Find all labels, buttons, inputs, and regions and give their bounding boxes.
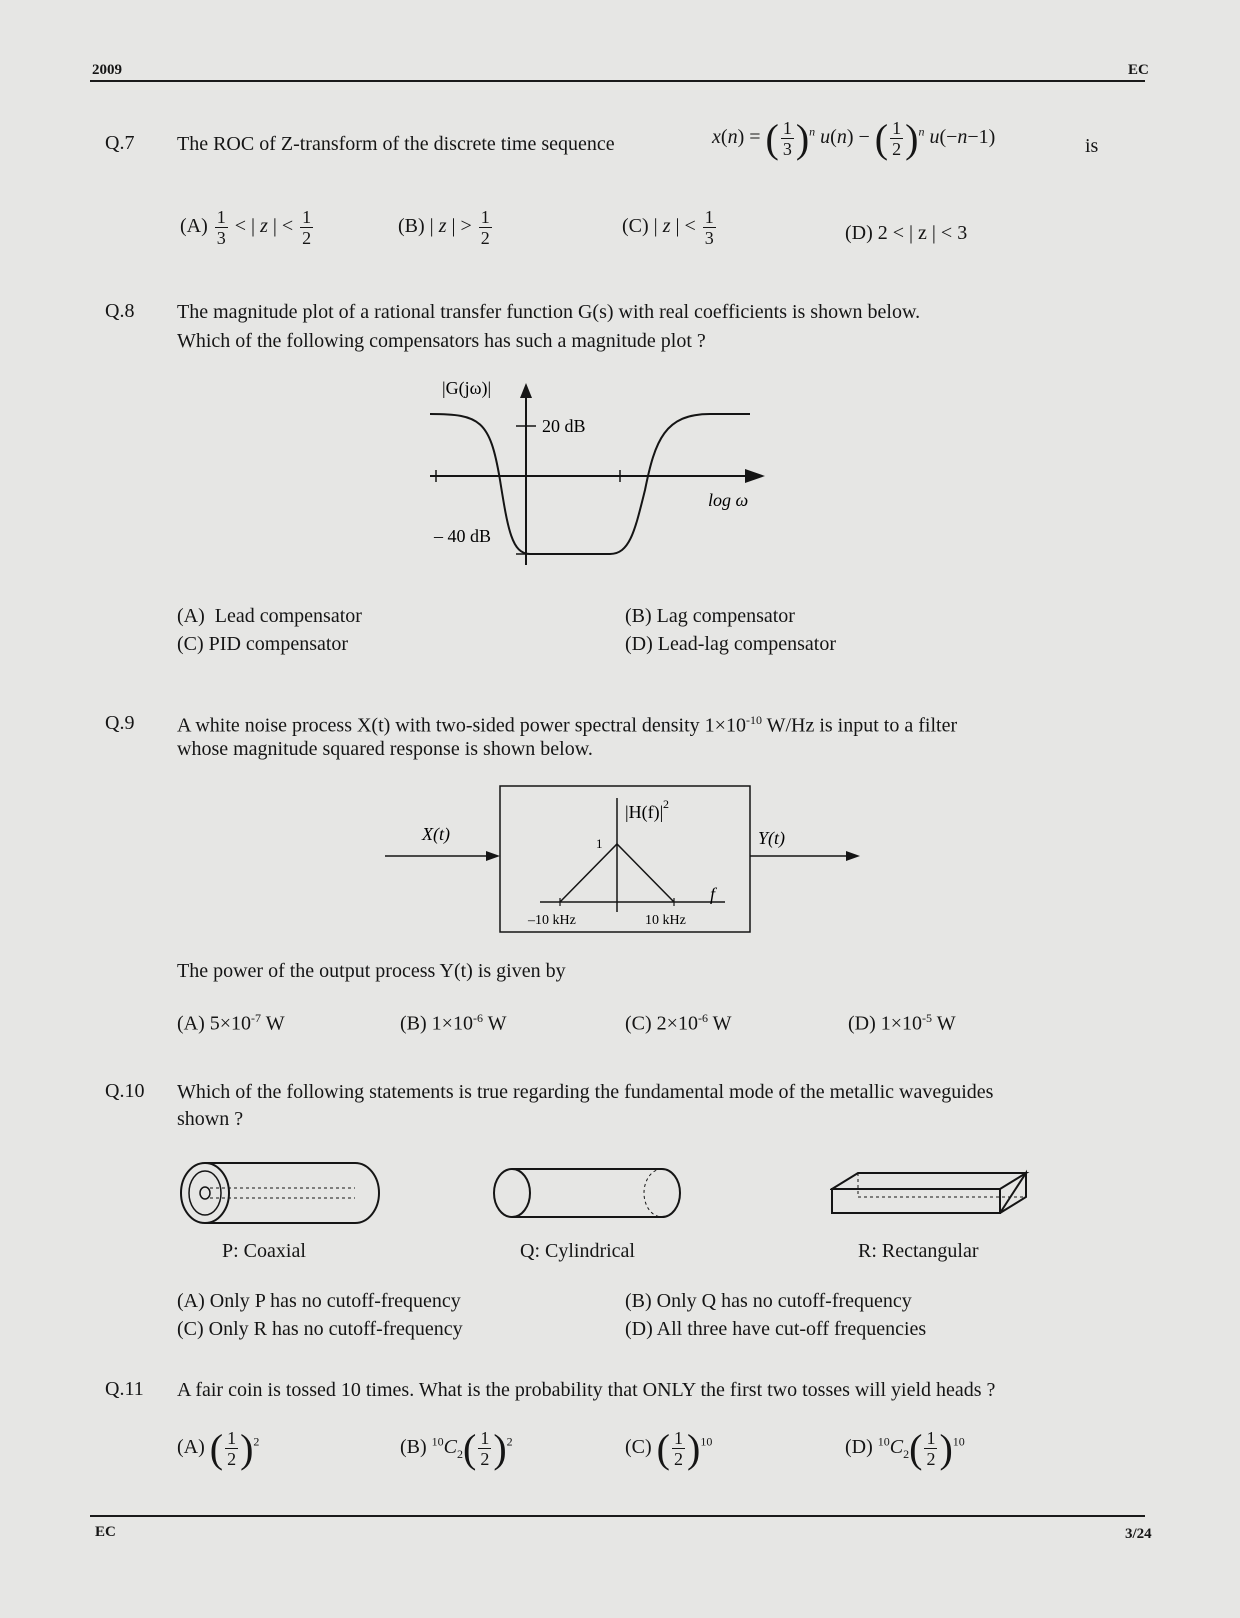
q8-option-b: [625, 605, 795, 628]
q11-option-a: (A) ( $\frac{1}{2}$ )$^2$: [177, 1426, 260, 1471]
q7-text: The ROC of Z-transform of the discrete time sequence: [177, 133, 615, 155]
q7-option-d-label: (D): [845, 222, 873, 244]
q10-option-c-text: Only R has no cutoff-frequency: [208, 1318, 463, 1340]
q10-option-b-text: Only Q has no cutoff-frequency: [656, 1290, 912, 1312]
q10-caption-p: P: Coaxial: [222, 1240, 306, 1262]
q8-xlabel: log ω: [708, 490, 749, 510]
q11-option-d-comb: 10: [877, 1434, 890, 1449]
q11-option-d-label: (D): [845, 1436, 873, 1459]
q9-option-a-exp: -7: [251, 1011, 262, 1025]
q8-option-c-label: (C): [177, 633, 204, 655]
q10-option-d: [625, 1318, 926, 1341]
q8-option-b-label: (B): [625, 605, 652, 627]
q9-option-b-label: (B): [400, 1012, 427, 1035]
q10-caption-q: Q: Cylindrical: [520, 1240, 635, 1262]
q11-option-b-sub: 2: [457, 1447, 464, 1462]
q9-line1-text: A white noise process X(t) with two-sided power spectral density 1×10: [177, 714, 746, 737]
q11-option-a-label: (A): [177, 1436, 205, 1459]
q9-fmin-label: –10 kHz: [528, 913, 576, 928]
q10-line2: shown ?: [177, 1108, 244, 1130]
q7-number: Q.7: [105, 132, 135, 154]
footer-page: 3/24: [1125, 1526, 1152, 1542]
q9-option-c-unit: W: [712, 1012, 732, 1035]
q8-option-d-text: Lead-lag compensator: [657, 633, 837, 655]
q7-option-d-text: 2 < | z | < 3: [877, 222, 968, 244]
q11-option-d-exp: 10: [952, 1434, 965, 1449]
q10-option-b: [625, 1290, 912, 1313]
q7-option-b-label: (B): [398, 215, 425, 238]
q10-option-c-label: (C): [177, 1318, 204, 1340]
q8-x-arrow-icon: [745, 469, 765, 483]
header-rule: [90, 80, 1145, 82]
q9-option-c-label: (C): [625, 1012, 652, 1035]
q10-caption-r: R: Rectangular: [858, 1240, 979, 1262]
q8-option-d: [625, 633, 836, 656]
q11-option-c: (C) ( $\frac{1}{2}$ )$^{10}$: [625, 1426, 713, 1471]
q8-line2: Which of the following compensators has such a magnitude plot ?: [177, 330, 706, 352]
q9-filter-diagram: [380, 778, 870, 938]
q8-option-c-text: PID compensator: [208, 633, 349, 655]
q8-option-c: [177, 633, 348, 656]
q9-line2: whose magnitude squared response is shown below.: [177, 738, 593, 760]
q11-number: Q.11: [105, 1378, 144, 1400]
q8-option-a: [177, 605, 362, 628]
q11-option-d: (D) $^{10}C_2$( $\frac{1}{2}$ )$^{10}$: [845, 1426, 965, 1471]
q7-sequence-formula: x(n) = ( $\frac{1}{3}$ )$^n$ u(n) − ( $\frac{1}{2}$ )$^n$ u(−n−1): [712, 116, 996, 161]
q9-option-c-exp: -6: [697, 1011, 708, 1025]
q9-line3: The power of the output process Y(t) is given by: [177, 960, 566, 982]
q9-output-label: Y(t): [758, 828, 785, 848]
q7-option-b: (B) | z | > $\frac{1}{2}$: [398, 207, 490, 248]
q11-option-c-exp: 10: [700, 1434, 713, 1449]
q9-option-d: [848, 1011, 956, 1036]
coaxial-waveguide-icon: [175, 1155, 385, 1230]
q9-peak-label: 1: [596, 836, 603, 851]
q9-option-b-mant: 1×10: [431, 1012, 473, 1035]
q10-option-d-text: All three have cut-off frequencies: [656, 1318, 927, 1340]
q11-option-b: (B) $^{10}C_2$( $\frac{1}{2}$ )$^2$: [400, 1426, 513, 1471]
q10-option-a-label: (A): [177, 1290, 205, 1312]
cylindrical-waveguide-icon: [490, 1165, 690, 1225]
q9-fmax-label: 10 kHz: [645, 913, 686, 928]
q10-number: Q.10: [105, 1080, 145, 1102]
q9-option-c-mant: 2×10: [656, 1012, 698, 1035]
q8-number: Q.8: [105, 300, 135, 322]
q9-input-arrow-icon: [486, 851, 500, 861]
q11-option-d-sub: 2: [903, 1447, 910, 1462]
q9-option-d-label: (D): [848, 1012, 876, 1035]
q7-option-c-label: (C): [622, 215, 649, 238]
q11-option-a-exp: 2: [253, 1434, 260, 1449]
header-year: 2009: [92, 62, 122, 78]
q9-input-label: X(t): [422, 824, 450, 844]
q9-option-d-exp: -5: [922, 1011, 933, 1025]
q9-option-d-unit: W: [936, 1012, 956, 1035]
q8-option-a-label: (A): [177, 605, 205, 627]
q9-h-title: |H(f)|: [625, 802, 664, 822]
q10-option-b-label: (B): [625, 1290, 652, 1312]
q11-option-b-comb: 10: [431, 1434, 444, 1449]
q7-suffix: is: [1085, 135, 1099, 157]
q9-number: Q.9: [105, 712, 135, 734]
q11-option-c-label: (C): [625, 1436, 652, 1459]
q7-option-d: [845, 222, 967, 245]
q8-option-b-text: Lag compensator: [656, 605, 795, 627]
q7-option-a: (A) $\frac{1}{3}$ < | z | < $\frac{1}{2}$: [180, 207, 312, 248]
q9-output-arrow-icon: [846, 851, 860, 861]
q9-option-b: [400, 1011, 506, 1036]
q11-option-b-label: (B): [400, 1436, 427, 1459]
q9-option-d-mant: 1×10: [880, 1012, 923, 1035]
q10-option-d-label: (D): [625, 1318, 653, 1340]
q10-line1: Which of the following statements is true regarding the fundamental mode of the metallic waveguides: [177, 1081, 994, 1103]
q7-option-a-label: (A): [180, 215, 208, 238]
q9-option-a: [177, 1011, 285, 1036]
q9-option-a-label: (A): [177, 1012, 205, 1035]
q8-magnitude-plot: [420, 380, 780, 580]
q11-option-b-exp: 2: [506, 1434, 513, 1449]
q9-option-c: [625, 1011, 731, 1036]
q8-y-arrow-icon: [520, 383, 532, 398]
footer-rule: [90, 1515, 1145, 1517]
q9-h-exp: 2: [663, 797, 669, 811]
q8-option-d-label: (D): [625, 633, 653, 655]
q9-option-a-unit: W: [265, 1012, 285, 1035]
q10-option-a-text: Only P has no cutoff-frequency: [209, 1290, 461, 1312]
q8-bottom-label: – 40 dB: [434, 526, 492, 546]
q9-f-label: f: [710, 884, 716, 904]
q8-top-label: 20 dB: [542, 416, 586, 436]
q11-text: A fair coin is tossed 10 times. What is the probability that ONLY the first two tosses will yield heads ?: [177, 1379, 996, 1401]
q8-option-a-text: Lead compensator: [214, 605, 362, 627]
q9-option-b-unit: W: [487, 1012, 507, 1035]
q10-option-a: [177, 1290, 461, 1313]
rectangular-waveguide-icon: [830, 1165, 1030, 1225]
q9-line1-tail: W/Hz is input to a filter: [761, 714, 958, 737]
q9-option-b-exp: -6: [472, 1011, 483, 1025]
q10-option-c: [177, 1318, 463, 1341]
q8-line1: The magnitude plot of a rational transfer function G(s) with real coefficients is shown below.: [177, 301, 921, 323]
q9-option-a-mant: 5×10: [209, 1012, 252, 1035]
footer-paper: EC: [95, 1524, 116, 1540]
q8-ylabel: |G(jω)|: [442, 380, 492, 398]
q7-option-c: (C) | z | < $\frac{1}{3}$: [622, 207, 714, 248]
header-paper: EC: [1128, 62, 1149, 78]
q9-line1-exp: -10: [745, 713, 762, 727]
